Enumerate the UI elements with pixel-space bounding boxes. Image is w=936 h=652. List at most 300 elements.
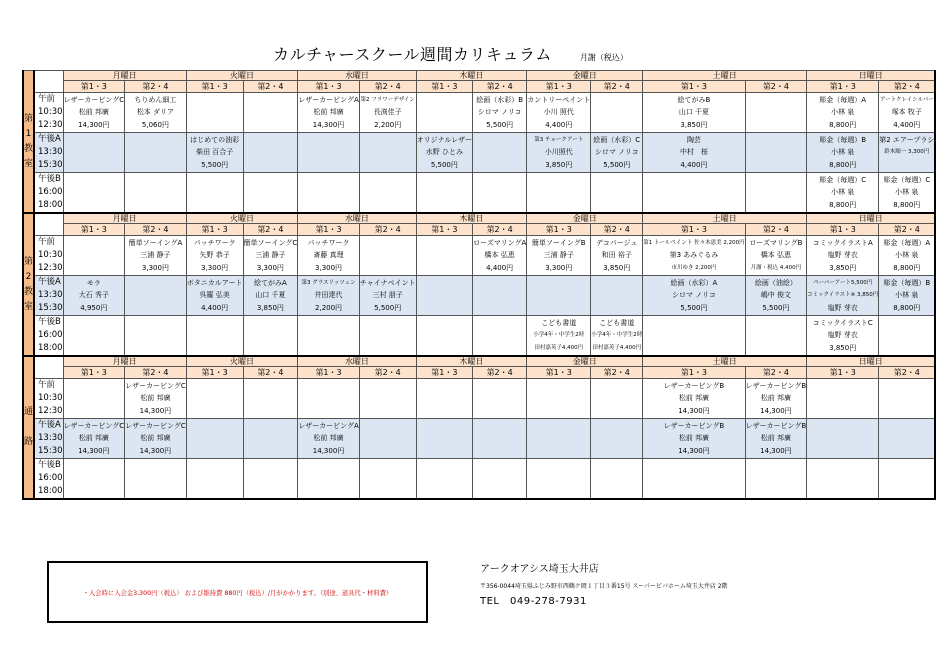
week-header: 第1・3 xyxy=(63,367,125,379)
period-row xyxy=(23,186,935,199)
class-cell: 絵てがみB xyxy=(643,93,745,107)
class-cell xyxy=(473,302,527,316)
class-cell xyxy=(298,485,360,499)
class-cell xyxy=(416,199,472,213)
class-cell xyxy=(745,472,807,485)
class-cell: 塩野 芽衣 xyxy=(807,302,879,316)
class-cell xyxy=(416,432,472,445)
class-cell xyxy=(643,173,745,187)
week-header: 第1・3 xyxy=(416,367,472,379)
class-cell xyxy=(125,146,187,159)
class-cell xyxy=(243,485,298,499)
class-cell: 松前 邦廣 xyxy=(63,106,125,119)
class-cell: 絵画（油絵） xyxy=(745,276,807,290)
class-cell: 8,800円 xyxy=(807,119,879,133)
class-cell xyxy=(879,432,936,445)
day-header: 日曜日 xyxy=(807,356,936,367)
class-cell xyxy=(591,302,643,316)
class-cell xyxy=(63,329,125,342)
class-cell xyxy=(745,159,807,173)
class-cell xyxy=(473,342,527,356)
header-corner xyxy=(34,356,63,379)
class-cell xyxy=(643,186,745,199)
period-row xyxy=(23,445,935,459)
store-name: アークオアシス埼玉大井店 xyxy=(480,564,599,575)
class-cell xyxy=(473,472,527,485)
period-row xyxy=(23,276,935,290)
week-header: 第2・4 xyxy=(745,224,807,236)
period-row xyxy=(23,159,935,173)
class-cell xyxy=(473,392,527,405)
class-cell: モラ xyxy=(63,276,125,290)
class-cell xyxy=(473,276,527,290)
class-cell: 4,950円 xyxy=(63,302,125,316)
period-row xyxy=(23,236,935,250)
class-cell xyxy=(186,392,243,405)
class-cell xyxy=(879,159,936,173)
class-cell: 彫金（毎週）B xyxy=(807,133,879,147)
class-cell: レザーカービングA xyxy=(298,419,360,433)
header-corner xyxy=(34,71,63,93)
class-cell xyxy=(527,199,591,213)
week-header: 第2・4 xyxy=(359,224,416,236)
class-cell: 呉羅 弘美 xyxy=(186,289,243,302)
period-row xyxy=(23,249,935,262)
period-label: 午後B 16:00 18:00 xyxy=(34,459,63,500)
class-cell xyxy=(359,445,416,459)
class-cell: 3,850円 xyxy=(527,159,591,173)
class-cell xyxy=(63,236,125,250)
class-cell xyxy=(243,93,298,107)
class-cell xyxy=(591,276,643,290)
class-cell xyxy=(643,316,745,330)
class-cell xyxy=(745,173,807,187)
class-cell xyxy=(745,459,807,473)
class-cell xyxy=(125,329,187,342)
class-cell xyxy=(416,93,472,107)
class-cell: 3,850円 xyxy=(807,342,879,356)
class-cell xyxy=(186,342,243,356)
class-cell xyxy=(591,419,643,433)
class-cell: 4,400円 xyxy=(186,302,243,316)
class-cell xyxy=(243,445,298,459)
class-cell xyxy=(359,472,416,485)
class-cell xyxy=(186,379,243,393)
class-cell xyxy=(186,445,243,459)
class-cell xyxy=(63,485,125,499)
class-cell: 小学4年・中学生2時 xyxy=(527,329,591,342)
week-header: 第2・4 xyxy=(243,224,298,236)
class-cell xyxy=(63,262,125,276)
class-cell: 4,400円 xyxy=(643,159,745,173)
class-cell: 8,800円 xyxy=(879,199,936,213)
period-row xyxy=(23,392,935,405)
class-cell xyxy=(298,159,360,173)
class-cell xyxy=(125,485,187,499)
class-cell: はじめての油彩 xyxy=(186,133,243,147)
class-cell xyxy=(416,472,472,485)
fee-notice-box xyxy=(47,561,428,623)
class-cell: コミックイラスト※ 3,850円 xyxy=(807,289,879,302)
class-cell: 第1 トールペイント 佐々木恵美 2,200円 xyxy=(643,236,745,250)
class-cell xyxy=(473,173,527,187)
period-row xyxy=(23,485,935,499)
class-cell xyxy=(243,459,298,473)
week-header: 第2・4 xyxy=(243,367,298,379)
class-cell xyxy=(527,472,591,485)
class-cell: 小林 泉 xyxy=(879,249,936,262)
class-cell: 絵てがみA xyxy=(243,276,298,290)
week-header: 第1・3 xyxy=(527,367,591,379)
class-cell xyxy=(298,133,360,147)
class-cell: 8,800円 xyxy=(807,159,879,173)
class-cell: 14,300円 xyxy=(745,445,807,459)
class-cell xyxy=(473,419,527,433)
class-cell xyxy=(298,186,360,199)
class-cell xyxy=(243,329,298,342)
class-cell: レザーカービングC xyxy=(63,419,125,433)
class-cell: 3,300円 xyxy=(243,262,298,276)
class-cell: 松前 邦廣 xyxy=(298,106,360,119)
class-cell: 大石 秀子 xyxy=(63,289,125,302)
class-cell xyxy=(643,199,745,213)
class-cell xyxy=(473,159,527,173)
class-cell: こども書道 xyxy=(591,316,643,330)
class-cell xyxy=(591,119,643,133)
week-header: 第2・4 xyxy=(125,81,187,93)
day-header: 月曜日 xyxy=(63,71,186,81)
class-cell xyxy=(473,186,527,199)
week-header: 第1・3 xyxy=(527,81,591,93)
class-cell xyxy=(745,133,807,147)
class-cell: 水野 ひとみ xyxy=(416,146,472,159)
class-cell xyxy=(473,432,527,445)
class-cell xyxy=(186,459,243,473)
class-cell: レザーカービングB xyxy=(643,379,745,393)
class-cell xyxy=(527,173,591,187)
day-header: 日曜日 xyxy=(807,213,936,224)
class-cell xyxy=(298,329,360,342)
week-header: 第2・4 xyxy=(243,81,298,93)
period-label: 午後B 16:00 18:00 xyxy=(34,173,63,214)
class-cell xyxy=(745,93,807,107)
class-cell: デコパージュ xyxy=(591,236,643,250)
class-cell: 中村 桜 xyxy=(643,146,745,159)
class-cell xyxy=(125,186,187,199)
class-cell xyxy=(591,106,643,119)
class-cell xyxy=(359,249,416,262)
class-cell xyxy=(63,133,125,147)
class-cell xyxy=(879,329,936,342)
week-header: 第2・4 xyxy=(473,367,527,379)
class-cell: 3,300円 xyxy=(298,262,360,276)
class-cell xyxy=(591,459,643,473)
class-cell xyxy=(807,379,879,393)
class-cell: 月謝・税込 4,400円 xyxy=(745,262,807,276)
day-header-row xyxy=(23,213,935,224)
class-cell xyxy=(591,289,643,302)
class-cell xyxy=(298,379,360,393)
class-cell xyxy=(359,329,416,342)
class-cell xyxy=(359,173,416,187)
class-cell: パッチワーク xyxy=(186,236,243,250)
class-cell: 4,400円 xyxy=(527,119,591,133)
class-cell xyxy=(63,379,125,393)
period-row xyxy=(23,173,935,187)
class-cell xyxy=(527,379,591,393)
class-cell xyxy=(643,485,745,499)
class-cell xyxy=(359,392,416,405)
class-cell xyxy=(63,199,125,213)
class-cell xyxy=(243,405,298,419)
class-cell xyxy=(186,316,243,330)
week-header: 第2・4 xyxy=(125,367,187,379)
class-cell xyxy=(243,472,298,485)
class-cell: 鈴木順一 3,300円 xyxy=(879,146,936,159)
class-cell xyxy=(186,485,243,499)
class-cell: 彫金（毎週）A xyxy=(879,236,936,250)
day-header: 火曜日 xyxy=(186,213,298,224)
class-cell xyxy=(125,302,187,316)
class-cell: 3,300円 xyxy=(527,262,591,276)
class-cell xyxy=(473,133,527,147)
class-cell: 14,300円 xyxy=(125,445,187,459)
class-cell: 小林 泉 xyxy=(807,146,879,159)
class-cell xyxy=(591,93,643,107)
class-cell xyxy=(807,459,879,473)
class-cell xyxy=(807,392,879,405)
class-cell: 三浦 静子 xyxy=(527,249,591,262)
class-cell xyxy=(416,445,472,459)
day-header: 日曜日 xyxy=(807,71,936,81)
class-cell: カントリーペイント xyxy=(527,93,591,107)
class-cell xyxy=(473,459,527,473)
class-cell xyxy=(63,342,125,356)
class-cell xyxy=(745,199,807,213)
period-label: 午後A 13:30 15:30 xyxy=(34,276,63,316)
price-note: 月謝（税込） xyxy=(579,53,628,62)
period-row xyxy=(23,119,935,133)
period-row xyxy=(23,432,935,445)
day-header: 金曜日 xyxy=(527,356,643,367)
week-header: 第2・4 xyxy=(745,367,807,379)
class-cell: ボタニカルアート xyxy=(186,276,243,290)
class-cell xyxy=(879,485,936,499)
class-cell: 松前 邦廣 xyxy=(125,392,187,405)
class-cell xyxy=(745,106,807,119)
class-cell: 三村 朋子 xyxy=(359,289,416,302)
class-cell: 山口 千夏 xyxy=(243,289,298,302)
section-label: 通 路 xyxy=(23,356,34,499)
class-cell: 三浦 静子 xyxy=(125,249,187,262)
period-row xyxy=(23,106,935,119)
class-cell xyxy=(745,146,807,159)
period-row xyxy=(23,302,935,316)
class-cell: 3,300円 xyxy=(186,262,243,276)
class-cell xyxy=(879,472,936,485)
period-row xyxy=(23,405,935,419)
class-cell xyxy=(125,173,187,187)
class-cell xyxy=(643,329,745,342)
class-cell xyxy=(243,432,298,445)
week-header: 第1・3 xyxy=(807,81,879,93)
store-address: 〒356-0044埼玉県ふじみ野市西鶴ケ岡１丁目３番15号 スーパービバホーム埼玉大井店 2階 xyxy=(480,583,728,590)
class-cell xyxy=(591,485,643,499)
class-cell: 長渕佳子 xyxy=(359,106,416,119)
class-cell xyxy=(298,316,360,330)
class-cell xyxy=(298,472,360,485)
class-cell: 14,300円 xyxy=(125,405,187,419)
class-cell xyxy=(473,379,527,393)
class-cell xyxy=(359,159,416,173)
class-cell xyxy=(359,405,416,419)
class-cell xyxy=(807,405,879,419)
class-cell xyxy=(807,472,879,485)
class-cell: 小川 照代 xyxy=(527,106,591,119)
day-header-row xyxy=(23,356,935,367)
class-cell: レザーカービングC xyxy=(125,379,187,393)
class-cell xyxy=(879,445,936,459)
week-header: 第2・4 xyxy=(125,224,187,236)
class-cell: レザーカービングB xyxy=(745,379,807,393)
period-row xyxy=(23,379,935,393)
class-cell xyxy=(416,119,472,133)
class-cell: 5,500円 xyxy=(591,159,643,173)
class-cell xyxy=(527,289,591,302)
day-header: 月曜日 xyxy=(63,213,186,224)
class-cell xyxy=(125,289,187,302)
class-cell: 松前 邦廣 xyxy=(298,432,360,445)
class-cell xyxy=(416,459,472,473)
class-cell xyxy=(416,289,472,302)
header-corner xyxy=(34,213,63,236)
class-cell: 5,500円 xyxy=(186,159,243,173)
class-cell: 5,060円 xyxy=(125,119,187,133)
class-cell: ペーパーアート5,500円 xyxy=(807,276,879,290)
period-label: 午前 10:30 12:30 xyxy=(34,379,63,419)
period-row xyxy=(23,472,935,485)
class-cell: 塩野 芽衣 xyxy=(807,329,879,342)
class-cell: アートクレイシルバー xyxy=(879,93,936,107)
period-row xyxy=(23,93,935,107)
period-row xyxy=(23,133,935,147)
class-cell xyxy=(643,459,745,473)
section-label: 第 2 教 室 xyxy=(23,213,34,356)
class-cell xyxy=(591,199,643,213)
week-header: 第2・4 xyxy=(359,81,416,93)
class-cell xyxy=(298,459,360,473)
class-cell xyxy=(298,405,360,419)
class-cell xyxy=(243,106,298,119)
class-cell: 8,800円 xyxy=(879,262,936,276)
class-cell xyxy=(63,316,125,330)
week-header: 第2・4 xyxy=(591,224,643,236)
week-header: 第2・4 xyxy=(745,81,807,93)
class-cell xyxy=(63,459,125,473)
class-cell xyxy=(416,262,472,276)
class-cell xyxy=(416,392,472,405)
class-cell xyxy=(243,133,298,147)
class-cell: 松前 邦廣 xyxy=(745,432,807,445)
day-header: 木曜日 xyxy=(416,71,527,81)
class-cell xyxy=(807,419,879,433)
class-cell xyxy=(359,133,416,147)
class-cell: パッチワーク xyxy=(298,236,360,250)
section-label: 第 1 教 室 xyxy=(23,71,34,214)
class-cell: 14,300円 xyxy=(298,445,360,459)
class-cell xyxy=(243,342,298,356)
week-header: 第2・4 xyxy=(591,367,643,379)
class-cell: 簡単ソーイングC xyxy=(243,236,298,250)
week-header: 第2・4 xyxy=(473,224,527,236)
class-cell: 松本 ダリア xyxy=(125,106,187,119)
week-header: 第1・3 xyxy=(643,367,745,379)
class-cell xyxy=(359,342,416,356)
class-cell: 塚本 牧子 xyxy=(879,106,936,119)
class-cell xyxy=(359,432,416,445)
class-cell xyxy=(63,146,125,159)
weekly-curriculum-table xyxy=(22,70,936,500)
day-header: 土曜日 xyxy=(643,356,807,367)
class-cell xyxy=(745,119,807,133)
week-header-row xyxy=(23,367,935,379)
class-cell: 3,850円 xyxy=(243,302,298,316)
class-cell xyxy=(591,173,643,187)
class-cell xyxy=(416,302,472,316)
class-cell xyxy=(879,379,936,393)
class-cell: レザーカービングA xyxy=(298,93,360,107)
class-cell: 2,200円 xyxy=(298,302,360,316)
day-header: 土曜日 xyxy=(643,213,807,224)
class-cell xyxy=(416,236,472,250)
class-cell: 簡単ソーイングB xyxy=(527,236,591,250)
class-cell xyxy=(359,199,416,213)
class-cell xyxy=(527,302,591,316)
class-cell xyxy=(527,419,591,433)
class-cell: 三浦 静子 xyxy=(243,249,298,262)
class-cell xyxy=(416,249,472,262)
class-cell xyxy=(416,276,472,290)
class-cell: 第3 あみぐるみ xyxy=(643,249,745,262)
class-cell: 5,500円 xyxy=(473,119,527,133)
class-cell: 橋本 弘恵 xyxy=(745,249,807,262)
class-cell: レザーカービングC xyxy=(63,93,125,107)
class-cell: 彫金（毎週）C xyxy=(879,173,936,187)
week-header: 第1・3 xyxy=(298,224,360,236)
week-header: 第1・3 xyxy=(416,81,472,93)
class-cell xyxy=(186,93,243,107)
class-cell xyxy=(125,159,187,173)
class-cell xyxy=(473,405,527,419)
class-cell xyxy=(591,392,643,405)
class-cell: 田村嘉英子4,400円 xyxy=(591,342,643,356)
week-header: 第1・3 xyxy=(298,81,360,93)
week-header: 第1・3 xyxy=(186,224,243,236)
day-header: 火曜日 xyxy=(186,71,298,81)
class-cell xyxy=(63,186,125,199)
period-row xyxy=(23,146,935,159)
day-header: 水曜日 xyxy=(298,213,416,224)
week-header: 第2・4 xyxy=(879,81,936,93)
class-cell: ちりめん細工 xyxy=(125,93,187,107)
period-row xyxy=(23,199,935,213)
class-cell xyxy=(416,405,472,419)
class-cell: 柴田 百合子 xyxy=(186,146,243,159)
week-header: 第1・3 xyxy=(186,367,243,379)
class-cell xyxy=(243,159,298,173)
class-cell xyxy=(416,186,472,199)
week-header: 第2・4 xyxy=(879,367,936,379)
